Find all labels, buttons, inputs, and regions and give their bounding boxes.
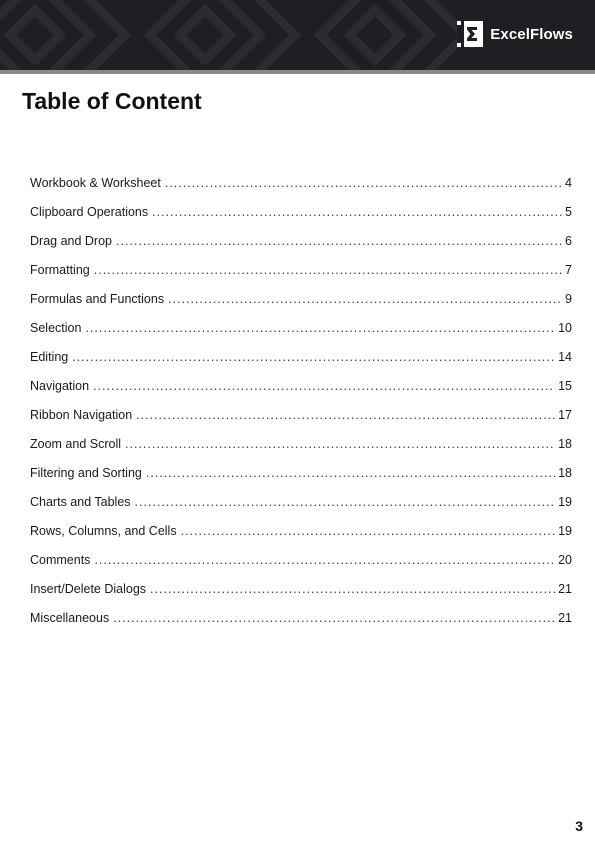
toc-dot-leader <box>146 466 555 480</box>
toc-entry-title: Comments <box>30 553 91 567</box>
toc-entry-title: Insert/Delete Dialogs <box>30 582 147 596</box>
toc-dot-leader <box>116 234 562 248</box>
toc-entry[interactable] <box>30 234 572 263</box>
toc-entry-title: Zoom and Scroll <box>30 437 122 451</box>
toc-entry[interactable] <box>30 321 572 350</box>
toc-entry[interactable] <box>30 437 572 466</box>
toc-entry-page: 10 <box>558 321 572 335</box>
table-of-contents <box>30 176 572 640</box>
toc-dot-leader <box>113 611 555 625</box>
toc-entry-page: 6 <box>565 234 572 248</box>
toc-entry-page: 5 <box>565 205 572 219</box>
toc-entry[interactable] <box>30 176 572 205</box>
toc-dot-leader <box>136 408 555 422</box>
toc-entry[interactable] <box>30 524 572 553</box>
toc-entry-title: Miscellaneous <box>30 611 110 625</box>
toc-entry-page: 19 <box>558 495 572 509</box>
toc-dot-leader <box>93 379 555 393</box>
toc-entry-page: 21 <box>558 582 572 596</box>
toc-entry[interactable] <box>30 292 572 321</box>
toc-dot-leader <box>135 495 556 509</box>
toc-entry[interactable] <box>30 263 572 292</box>
toc-entry-title: Selection <box>30 321 82 335</box>
toc-entry-page: 15 <box>558 379 572 393</box>
toc-entry-page: 18 <box>558 437 572 451</box>
toc-entry-title: Formatting <box>30 263 90 277</box>
toc-dot-leader <box>72 350 555 364</box>
toc-entry-page: 14 <box>558 350 572 364</box>
toc-entry[interactable] <box>30 466 572 495</box>
toc-entry[interactable] <box>30 611 572 640</box>
toc-entry-page: 17 <box>558 408 572 422</box>
toc-entry-page: 20 <box>558 553 572 567</box>
toc-entry-title: Workbook & Worksheet <box>30 176 161 190</box>
header-stripe <box>0 70 595 74</box>
page-header <box>0 0 595 70</box>
toc-entry-page: 4 <box>565 176 572 190</box>
toc-entry-page: 7 <box>565 263 572 277</box>
toc-entry[interactable] <box>30 553 572 582</box>
toc-dot-leader <box>165 176 562 190</box>
toc-entry-title: Formulas and Functions <box>30 292 165 306</box>
toc-entry-title: Ribbon Navigation <box>30 408 133 422</box>
toc-entry-page: 21 <box>558 611 572 625</box>
page-title: Table of Content <box>22 88 202 114</box>
toc-entry-title: Navigation <box>30 379 90 393</box>
toc-dot-leader <box>94 553 555 567</box>
sigma-icon <box>457 21 483 47</box>
toc-entry[interactable] <box>30 495 572 524</box>
toc-dot-leader <box>152 205 562 219</box>
toc-entry[interactable] <box>30 582 572 611</box>
toc-dot-leader <box>125 437 555 451</box>
toc-dot-leader <box>181 524 556 538</box>
toc-entry-title: Charts and Tables <box>30 495 131 509</box>
page-number: 3 <box>575 818 583 834</box>
brand-name: ExcelFlows <box>490 25 573 43</box>
toc-entry[interactable] <box>30 350 572 379</box>
toc-entry-title: Clipboard Operations <box>30 205 149 219</box>
toc-entry-title: Drag and Drop <box>30 234 112 248</box>
toc-entry[interactable] <box>30 408 572 437</box>
toc-entry[interactable] <box>30 205 572 234</box>
toc-dot-leader <box>168 292 562 306</box>
toc-dot-leader <box>150 582 555 596</box>
toc-entry-title: Rows, Columns, and Cells <box>30 524 177 538</box>
toc-entry-page: 18 <box>558 466 572 480</box>
toc-entry-page: 19 <box>558 524 572 538</box>
toc-entry-title: Filtering and Sorting <box>30 466 142 480</box>
toc-entry-page: 9 <box>565 292 572 306</box>
brand <box>457 20 573 48</box>
toc-entry[interactable] <box>30 379 572 408</box>
toc-dot-leader <box>85 321 555 335</box>
toc-entry-title: Editing <box>30 350 69 364</box>
toc-dot-leader <box>94 263 562 277</box>
